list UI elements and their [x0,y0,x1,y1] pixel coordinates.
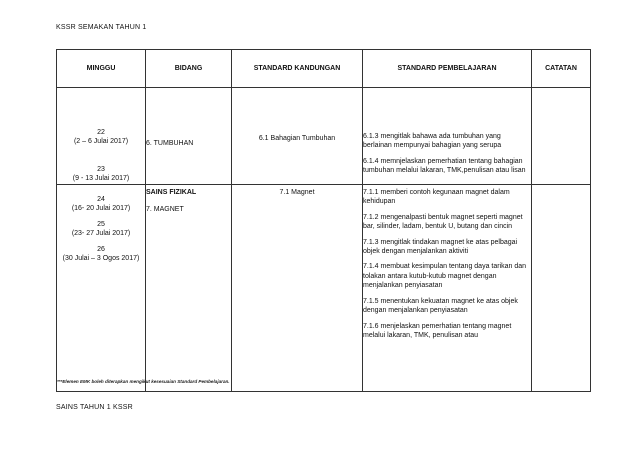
week-cell [57,184,146,391]
learning-standard-item: 7.1.2 mengenalpasti bentuk magnet seperti magnet bar, silinder, ladam, bentuk U, butang dan cincin [363,213,523,231]
learning-standard-item: 7.1.5 menentukan kekuatan magnet ke atas objek dengan menjalankan penyiasatan [363,297,518,315]
week-range: (16- 20 Julai 2017) [71,205,131,213]
week-cell [57,88,146,185]
week-number: 25 [97,220,105,228]
catatan-cell [532,88,591,185]
bidang-label: 6. TUMBUHAN [146,140,194,147]
column-header-standard-pembelajaran: STANDARD PEMBELAJARAN [363,50,532,88]
week-range: (9 - 13 Julai 2017) [72,175,130,183]
week-number: 22 [97,129,105,136]
week-range: (30 Julai – 3 Ogos 2017) [62,254,140,262]
table-row [57,88,591,185]
week-range: (2 – 6 Julai 2017) [73,138,129,146]
column-header-catatan: CATATAN [532,50,591,88]
document-footer: SAINS TAHUN 1 KSSR [56,404,133,411]
bidang-heading: SAINS FIZIKAL [146,188,197,196]
bidang-label: 7. MAGNET [146,206,184,214]
table-header-row [57,50,591,88]
lesson-plan-table [56,49,591,392]
standard-kandungan-label: 7.1 Magnet [279,188,315,196]
table-row [57,184,591,391]
footnote: ***Elemen EMK boleh diterapkan mengikut kesesuaian Standard Pembelajaran. [57,379,230,384]
learning-standard-item: 7.1.4 membuat kesimpulan tentang daya tarikan dan tolakan antara kutub-kutub magnet dengan menjalankan penyiasatan [363,263,527,290]
catatan-cell [532,184,591,391]
learning-standard-item: 7.1.3 mengitlak tindakan magnet ke atas pelbagai objek dengan menjalankan aktiviti [363,238,518,255]
standard-kandungan-label: 6.1 Bahagian Tumbuhan [258,135,336,142]
standard-kandungan-cell [232,184,363,391]
week-number: 24 [97,195,105,203]
week-number: 26 [97,245,105,253]
bidang-cell [146,88,232,185]
standard-pembelajaran-cell [363,88,532,185]
bidang-cell [146,184,232,391]
learning-standard-item: 6.1.4 memnjelaskan pemerhatian tentang bahagian tumbuhan melalui lakaran, TMK,penulisan atau lisan [363,157,526,175]
week-number: 23 [97,165,105,173]
column-header-minggu: MINGGU [57,50,146,88]
learning-standard-item: 6.1.3 mengitlak bahawa ada tumbuhan yang berlainan mempunyai bahagian yang serupa [363,133,502,150]
document-header: KSSR SEMAKAN TAHUN 1 [56,24,147,31]
week-range: (23- 27 Julai 2017) [71,230,131,238]
column-header-bidang: BIDANG [146,50,232,88]
standard-kandungan-cell [232,88,363,185]
learning-standard-item: 7.1.6 menjelaskan pemerhatian tentang magnet melalui lakaran, TMK, penulisan atau [363,322,512,339]
standard-pembelajaran-cell [363,184,532,391]
column-header-standard-kandungan: STANDARD KANDUNGAN [232,50,363,88]
learning-standard-item: 7.1.1 memberi contoh kegunaan magnet dalam kehidupan [363,188,510,206]
